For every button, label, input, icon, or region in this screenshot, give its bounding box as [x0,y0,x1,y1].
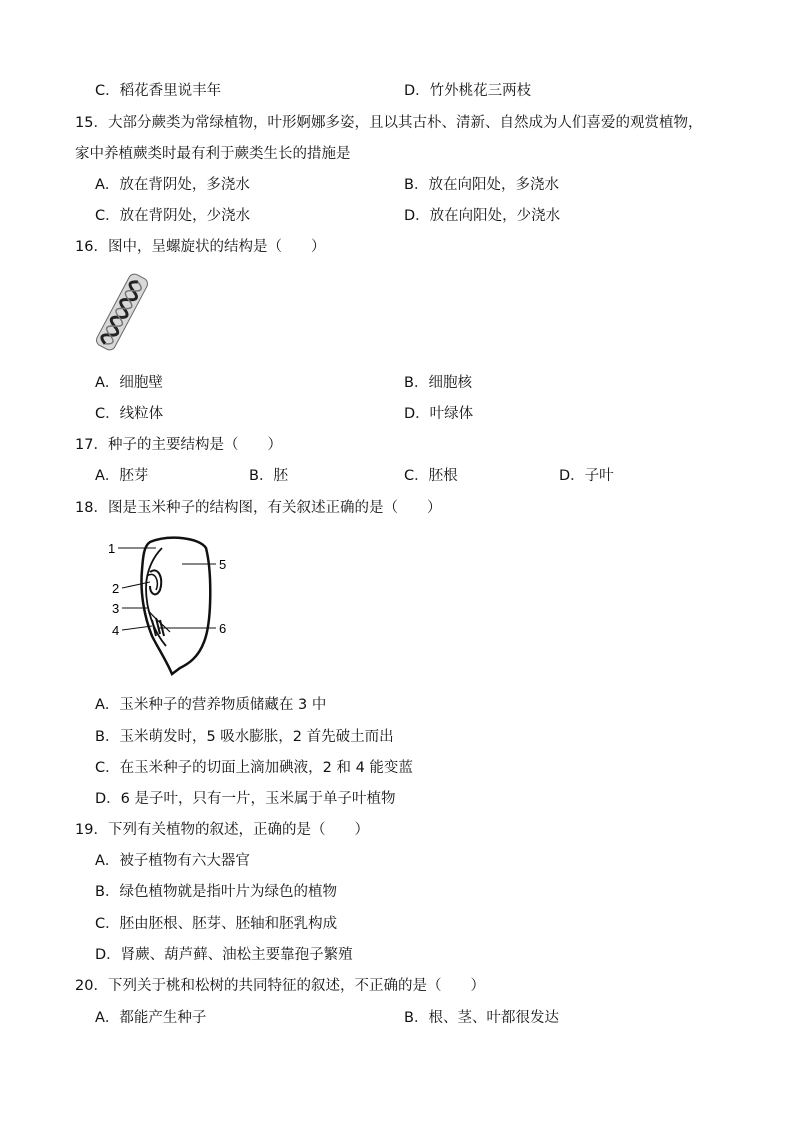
option-b: B．放在向阳处，多浇水 [404,177,559,193]
spiral-chloroplast-figure [94,268,150,356]
label-5: 5 [219,557,227,572]
option-d: D．子叶 [559,468,614,484]
corn-seed-figure [100,532,240,677]
question-16-stem: 16．图中，呈螺旋状的结构是（ ） [75,239,326,255]
option-c: C．在玉米种子的切面上滴加碘液，2 和 4 能变蓝 [95,760,413,776]
option-a: A．都能产生种子 [95,1010,207,1026]
option-c: C．放在背阴处，少浇水 [95,208,251,224]
question-17-stem: 17．种子的主要结构是（ ） [75,437,282,453]
option-d: D．放在向阳处，少浇水 [404,208,561,224]
question-20-stem: 20．下列关于桃和松树的共同特征的叙述，不正确的是（ ） [75,978,485,994]
option-b: B．玉米萌发时，5 吸水膨胀，2 首先破土而出 [95,729,394,745]
option-b: B．根、茎、叶都很发达 [404,1010,559,1026]
label-6: 6 [219,621,227,636]
question-18-stem: 18．图是玉米种子的结构图，有关叙述正确的是（ ） [75,500,442,516]
option-a: A．胚芽 [95,468,149,484]
option-a: A．玉米种子的营养物质储藏在 3 中 [95,697,327,713]
option-b: B．细胞核 [404,375,472,391]
question-19-stem: 19．下列有关植物的叙述，正确的是（ ） [75,822,369,838]
option-c: C．稻花香里说丰年 [95,83,222,99]
option-d: D．6 是子叶，只有一片，玉米属于单子叶植物 [95,791,396,807]
option-d: D．叶绿体 [404,406,474,422]
option-c: C．线粒体 [95,406,164,422]
option-c: C．胚由胚根、胚芽、胚轴和胚乳构成 [95,916,338,932]
option-d: D．竹外桃花三两枝 [404,83,532,99]
option-b: B．胚 [249,468,288,484]
option-b: B．绿色植物就是指叶片为绿色的植物 [95,884,337,900]
question-15-stem-cont: 家中养植蕨类时最有利于蕨类生长的措施是 [75,146,351,162]
label-3: 3 [112,601,120,616]
label-4: 4 [112,623,120,638]
question-15-stem: 15．大部分蕨类为常绿植物，叶形婀娜多姿，且以其古朴、清新、自然成为人们喜爱的观赏植物， [75,115,703,131]
option-c: C．胚根 [404,468,458,484]
label-2: 2 [112,581,120,596]
label-1: 1 [108,541,116,556]
option-a: A．放在背阴处，多浇水 [95,177,250,193]
option-a: A．被子植物有六大器官 [95,853,250,869]
option-a: A．细胞壁 [95,375,163,391]
option-d: D．肾蕨、葫芦藓、油松主要靠孢子繁殖 [95,947,353,963]
